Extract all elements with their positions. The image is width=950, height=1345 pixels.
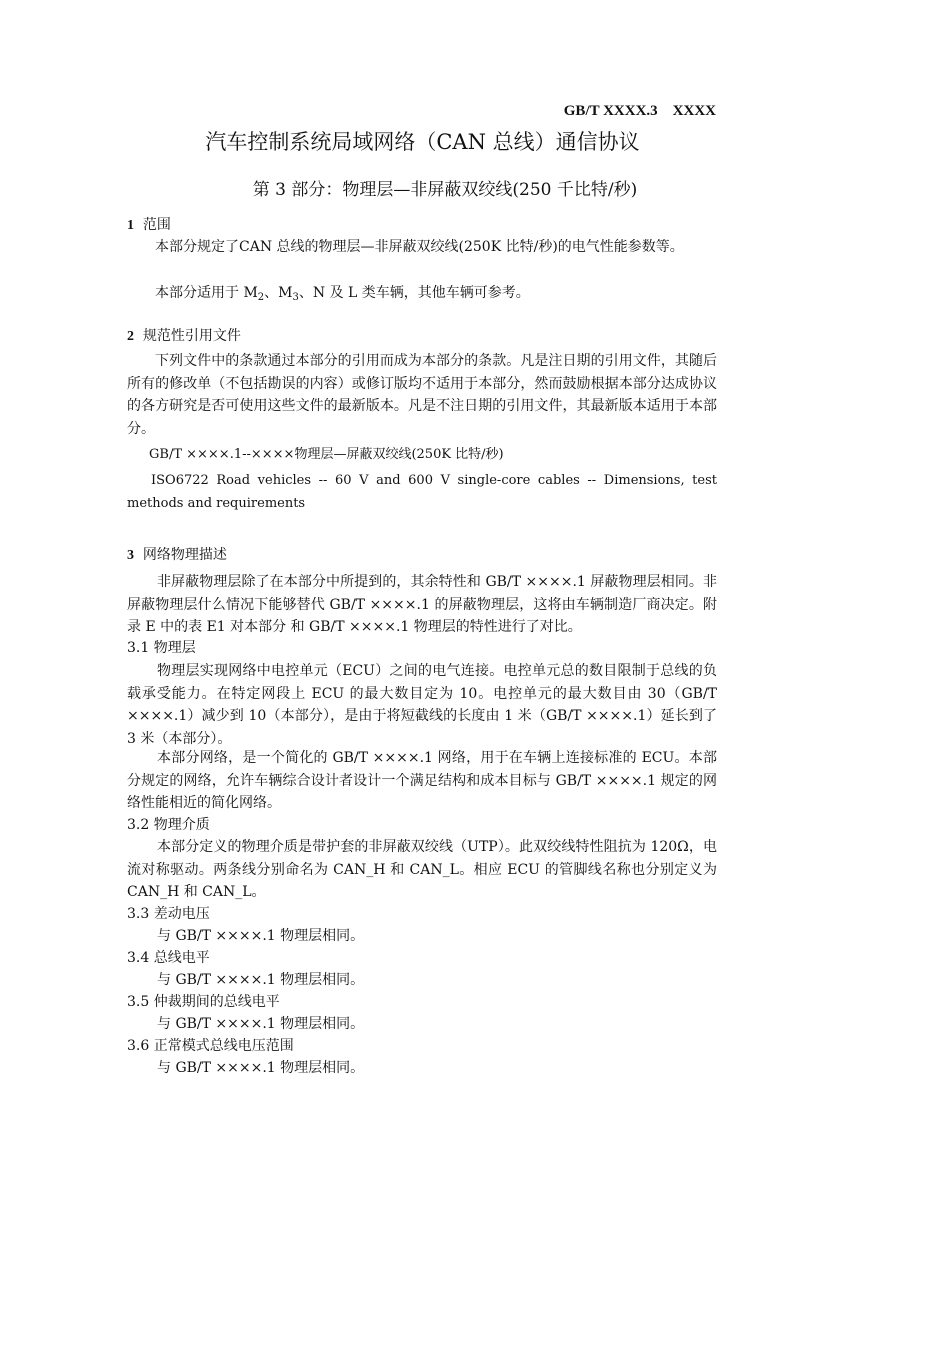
document-title: 汽车控制系统局域网络（CAN 总线）通信协议	[205, 130, 640, 154]
section-1-number: 1	[127, 218, 134, 233]
section-3-6-paragraph: 与 GB/T ××××.1 物理层相同。	[157, 1060, 365, 1076]
section-3-1-paragraph-2: 本部分网络，是一个简化的 GB/T ××××.1 网络，用于在车辆上连接标准的 ECU。本部分规定的网络，允许车辆综合设计者设计一个满足结构和成本目标与 GB/T ××××.1 规定的网络性能相近的简化网络。	[127, 750, 717, 811]
section-3-heading	[127, 544, 717, 568]
section-3-title: 网络物理描述	[142, 547, 227, 563]
reference-2: ISO6722 Road vehicles -- 60 V and 600 V single-core cables -- Dimensions, test methods and requirements	[127, 473, 717, 511]
section-3-paragraph-1: 非屏蔽物理层除了在本部分中所提到的，其余特性和 GB/T ××××.1 屏蔽物理层相同。非屏蔽物理层什么情况下能够替代 GB/T ××××.1 的屏蔽物理层，这将由车辆制造厂商决定。附录 E 中的表 E1 对本部分 和 GB/T ××××.1 物理层的特性进行了对比。	[127, 574, 717, 635]
section-2-paragraph-1: 下列文件中的条款通过本部分的引用而成为本部分的条款。凡是注日期的引用文件，其随后所有的修改单（不包括勘误的内容）或修订版均不适用于本部分，然而鼓励根据本部分达成协议的各方研究是否可使用这些文件的最新版本。凡是不注日期的引用文件，其最新版本适用于本部分。	[127, 353, 717, 437]
section-2-title: 规范性引用文件	[142, 328, 241, 344]
section-2-heading	[127, 325, 717, 349]
section-3-4-heading: 3.4 总线电平	[127, 950, 210, 966]
section-3-5-paragraph: 与 GB/T ××××.1 物理层相同。	[157, 1016, 365, 1032]
p2-text-c: 、N 及 L 类车辆，其他车辆可参考。	[298, 285, 530, 301]
section-3-3-paragraph: 与 GB/T ××××.1 物理层相同。	[157, 928, 365, 944]
standard-number: GB/T XXXX.3 XXXX	[563, 103, 716, 119]
section-3-number: 3	[127, 548, 134, 563]
section-1-heading	[127, 214, 717, 238]
section-3-2-paragraph-1: 本部分定义的物理介质是带护套的非屏蔽双绞线（UTP）。此双绞线特性阻抗为 120Ω，电流对称驱动。两条线分别命名为 CAN_H 和 CAN_L。相应 ECU 的管脚线名称也分别定义为 CAN_H 和 CAN_L。	[127, 839, 717, 900]
section-3-3-heading: 3.3 差动电压	[127, 906, 210, 922]
section-3-4-paragraph: 与 GB/T ××××.1 物理层相同。	[157, 972, 365, 988]
section-3-1-heading: 3.1 物理层	[127, 640, 196, 656]
section-3-6-heading: 3.6 正常模式总线电压范围	[127, 1038, 294, 1054]
reference-1: GB/T ××××.1--××××物理层—屏蔽双绞线(250K 比特/秒)	[149, 447, 504, 462]
subscript-2: 2	[257, 292, 265, 303]
subscript-3: 3	[292, 292, 299, 303]
p2-text-a: 本部分适用于 M	[155, 285, 258, 301]
section-1-paragraph-2	[127, 282, 717, 305]
section-2-number: 2	[127, 329, 134, 344]
section-3-5-heading: 3.5 仲裁期间的总线电平	[127, 994, 280, 1010]
p2-text-b: 、M	[264, 285, 293, 301]
section-1-title: 范围	[142, 217, 171, 233]
section-3-2-heading: 3.2 物理介质	[127, 817, 210, 833]
document-subtitle: 第 3 部分：物理层—非屏蔽双绞线(250 千比特/秒)	[252, 180, 638, 200]
section-3-1-paragraph-1: 物理层实现网络中电控单元（ECU）之间的电气连接。电控单元总的数目限制于总线的负载承受能力。在特定网段上 ECU 的最大数目定为 10。电控单元的最大数目由 30（GB/T ××××.1）减少到 10（本部分），是由于将短截线的长度由 1 米（GB/T ××××.1）延长到了 3 米（本部分）。	[127, 663, 717, 747]
section-1-paragraph-1: 本部分规定了CAN 总线的物理层—非屏蔽双绞线(250K 比特/秒)的电气性能参数等。	[155, 239, 684, 255]
